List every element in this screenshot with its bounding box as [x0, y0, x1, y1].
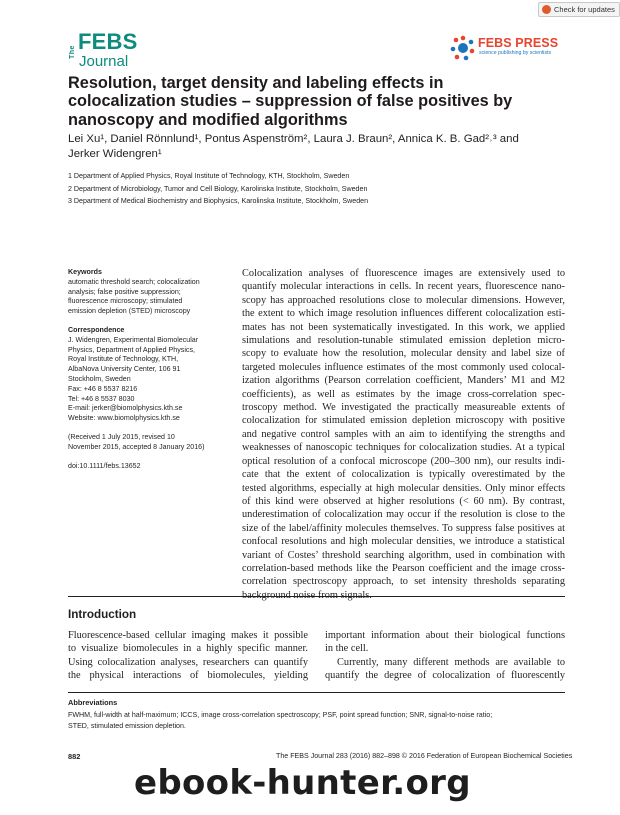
introduction-column-left: [68, 629, 308, 683]
abbreviations-heading: Abbreviations: [68, 698, 118, 707]
abstract-line: tested algorithms, especially at high molecular densities. Only minor effects: [242, 482, 565, 494]
abstract-line: the extent to which image resolution influences different colocalization esti-: [242, 308, 565, 320]
correspondence-line: Physics, Department of Applied Physics,: [68, 345, 195, 354]
author-line: Jerker Widengren¹: [68, 148, 162, 160]
email-link[interactable]: E-mail: jerker@biomolphysics.kth.se: [68, 404, 183, 413]
febs-journal-logo: [68, 29, 140, 71]
section-divider: [68, 596, 565, 597]
abstract-line: underestimation of colocalization may occur if the resolution is close to the: [242, 509, 565, 521]
abstract-line: optical resolution of a confocal microscope (200–300 nm), our results indi-: [242, 455, 565, 467]
abstract-line: of this kind were observed at higher resolutions (< 60 nm). By contrast,: [242, 495, 565, 507]
abstract-line: ization algorithms (Pearson correlation coefficient, Manders’ M1 and M2: [242, 375, 565, 387]
affiliation-line: 3 Department of Medical Biochemistry and Biophysics, Karolinska Institute, Stockholm, Sweden: [68, 197, 369, 206]
article-sidebar: [68, 268, 228, 471]
journal-citation: The FEBS Journal 283 (2016) 882–898 © 2016 Federation of European Biochemical Societies: [276, 752, 573, 760]
abstract-line: Colocalization analyses of fluorescence images are extensively used to: [242, 268, 565, 279]
abstract: [242, 267, 565, 602]
abstract-line: targeted molecules influence estimates of the most commonly used colocal-: [242, 361, 565, 373]
logo-the: The: [69, 45, 76, 59]
website-link[interactable]: Website: www.biomolphysics.kth.se: [68, 414, 180, 423]
affiliation-line: 1 Department of Applied Physics, Royal Institute of Technology, KTH, Stockholm, Sweden: [68, 172, 350, 180]
body-line: Using colocalization analyses, researchers can quantify: [68, 656, 308, 668]
abstract-line: colocalization for stimulated emission depletion microscopy with positive: [242, 415, 565, 427]
keywords-line: analysis; false positive suppression;: [68, 287, 181, 296]
tel-line: Tel: +46 8 5537 8030: [68, 394, 135, 403]
update-icon: [542, 5, 551, 14]
correspondence-line: Stockholm, Sweden: [68, 374, 131, 383]
abstract-line: mates has not been systematically investigated. In this work, we applied: [242, 321, 565, 333]
correspondence-line: J. Widengren, Experimental Biomolecular: [68, 335, 199, 344]
fax-line: Fax: +46 8 5537 8216: [68, 384, 138, 393]
abstract-line: confocal resolutions and high molecular densities, we introduce a statistical: [242, 536, 565, 548]
abstract-line: correlation spectroscopy approach, to set intensity thresholds separating: [242, 576, 565, 588]
introduction-column-right: [325, 629, 565, 683]
body-line: important information about their biological functions: [325, 630, 565, 641]
check-for-updates-button[interactable]: [538, 2, 620, 17]
article-title: [68, 74, 568, 129]
title-line: colocalization studies – suppression of false positives by: [68, 92, 513, 111]
abstract-line: quantify molecular interactions in cells. In recent years, fluorescence nano-: [242, 281, 565, 293]
title-line: Resolution, target density and labeling effects in: [68, 74, 444, 92]
author-line: Lei Xu¹, Daniel Rönnlund¹, Pontus Aspenström², Laura J. Braun², Annica K. B. Gad²˒³ and: [68, 133, 519, 145]
abstract-line: correlation-based methods like the Pearson coefficient and the image cross-: [242, 562, 565, 574]
body-line: in the cell.: [325, 643, 369, 655]
febs-press-logo: [450, 35, 560, 63]
watermark: ebook-hunter.org: [134, 763, 471, 803]
page-number: 882: [68, 752, 81, 761]
affiliations: [68, 170, 368, 208]
abbreviations-line: STED, stimulated emission depletion.: [68, 721, 186, 730]
body-line: Fluorescence-based cellular imaging makes it possible: [68, 630, 308, 641]
abstract-line: scopy to evaluate how the resolution, molecular density and label size of: [242, 348, 565, 360]
abstract-line: weaknesses of nanoscopic techniques for colocalization studies. At a typical: [242, 442, 565, 454]
press-name: FEBS PRESS: [478, 36, 559, 50]
body-line: quantify the degree of colocalization of fluorescently: [325, 670, 565, 682]
affiliation-line: 2 Department of Microbiology, Tumor and Cell Biology, Karolinska Institute, Stockholm, Sweden: [68, 184, 368, 193]
abstract-line: scopy has approached resolutions close to molecular dimensions. However,: [242, 294, 565, 306]
introduction-heading: Introduction: [68, 608, 137, 621]
abstract-line: size of the label/affinity molecules themselves. To suppress false positives at: [242, 522, 565, 534]
febs-press-mark-icon: [450, 35, 476, 61]
doi-link[interactable]: doi:10.1111/febs.13652: [68, 461, 141, 470]
author-list: [68, 132, 568, 162]
footnote-divider: [68, 692, 565, 693]
abstract-line: coefficients), as well as estimates by the image cross-correlation spec-: [242, 388, 565, 400]
logo-febs: FEBS: [78, 29, 138, 54]
keywords-line: automatic threshold search; colocalization: [68, 277, 200, 286]
keywords-line: fluorescence microscopy; stimulated: [68, 297, 183, 306]
body-line: Currently, many different methods are available to: [337, 656, 565, 668]
correspondence-heading: Correspondence: [68, 325, 125, 334]
abstract-line: troscopy method. We investigated the practically measureable extents of: [242, 402, 565, 414]
body-line: to visualize biomolecules in a highly specific manner.: [68, 643, 308, 655]
body-line: the physical interactions of biomolecules, yielding: [68, 670, 308, 682]
keywords-line: emission depletion (STED) microscopy: [68, 307, 191, 316]
abstract-line: simulations and resolution-tunable stimulated emission depletion micro-: [242, 335, 565, 347]
press-tagline: science publishing by scientists: [479, 50, 552, 56]
abstract-line: and negative control samples with an aim to identifying the strengths and: [242, 428, 565, 440]
received-line: November 2015, accepted 8 January 2016): [68, 442, 205, 451]
correspondence-line: Royal Institute of Technology, KTH,: [68, 355, 179, 364]
abbreviations-list: [68, 710, 492, 732]
title-line: nanoscopy and modified algorithms: [68, 110, 348, 129]
received-line: (Received 1 July 2015, revised 10: [68, 432, 175, 441]
abstract-line: variant of Costes’ threshold searching algorithm, used in combination with: [242, 549, 565, 561]
correspondence-line: AlbaNova University Center, 106 91: [68, 365, 181, 374]
abstract-line: cate that the extent of colocalization is typically overestimated by the: [242, 469, 565, 481]
keywords-heading: Keywords: [68, 268, 102, 276]
abbreviations-line: FWHM, full-width at half-maximum; ICCS, image cross-correlation spectroscopy; PSF, point spread function; SNR, signal-to-noise ratio;: [68, 711, 493, 719]
check-for-updates-label: Check for updates: [554, 5, 615, 14]
logo-journal: Journal: [79, 53, 129, 70]
